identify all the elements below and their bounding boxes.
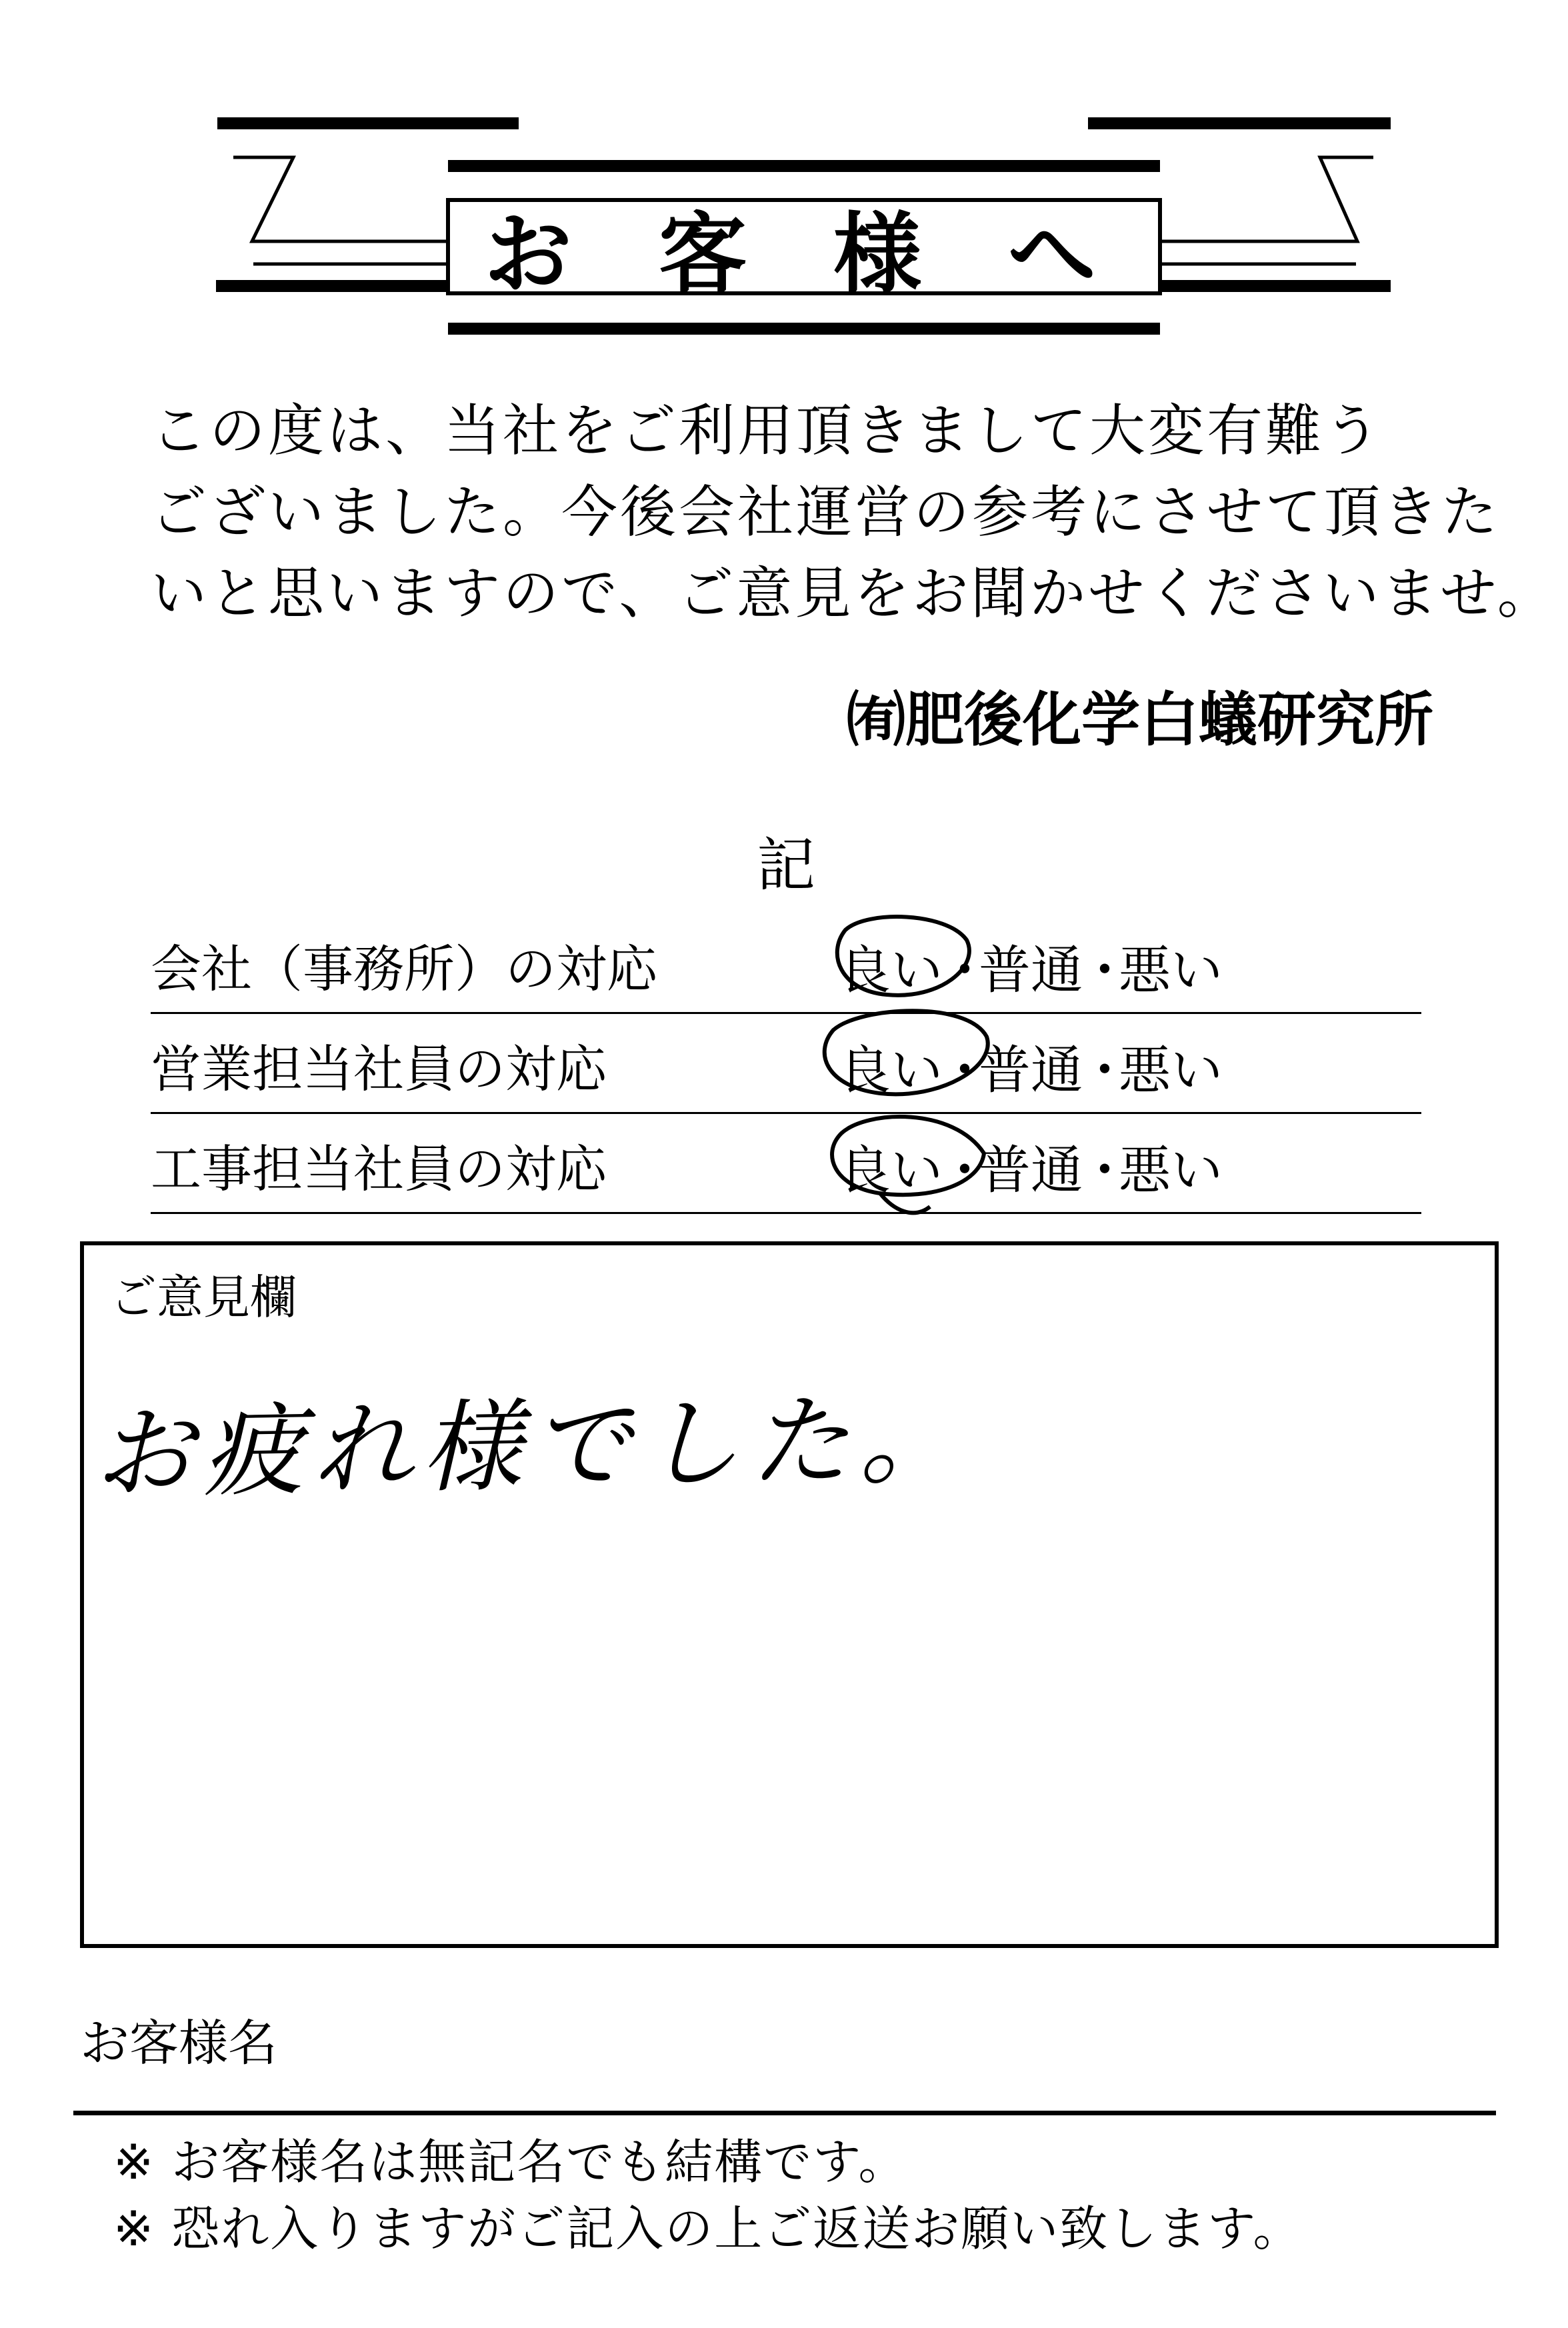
selection-circle (832, 1117, 991, 1213)
option-normal[interactable]: 普通 (979, 941, 1083, 1001)
customer-name-label: お客様名 (80, 2015, 277, 2072)
customer-name-line[interactable] (73, 2111, 1496, 2115)
selection-circle (837, 917, 969, 995)
option-normal[interactable]: 普通 (979, 1041, 1083, 1101)
rating-label-office: 会社（事務所）の対応 (151, 939, 657, 999)
separator: ・ (1079, 1141, 1131, 1201)
banner-title: お 客 様 へ (484, 203, 1124, 306)
opinion-label: ご意見欄 (110, 1270, 297, 1325)
option-good[interactable]: 良い (839, 1041, 943, 1101)
intro-line: この度は、当社をご利用頂きまして大変有難う (151, 398, 1383, 463)
separator: ・ (939, 941, 991, 1001)
separator: ・ (939, 1041, 991, 1101)
note-return: ※ 恐れ入りますがご記入の上ご返送お願い致します。 (113, 2201, 1303, 2257)
rating-label-construction: 工事担当社員の対応 (151, 1139, 607, 1199)
intro-line: ございました。今後会社運営の参考にさせて頂きた (151, 479, 1501, 545)
selection-circle (825, 1011, 988, 1094)
intro-line: いと思いますので、ご意見をお聞かせくださいませ。 (151, 561, 1556, 626)
option-bad[interactable]: 悪い (1119, 1041, 1223, 1101)
ki-heading: 記 (757, 831, 816, 899)
option-good[interactable]: 良い (839, 941, 943, 1001)
company-name: ㈲肥後化学白蟻研究所 (846, 685, 1433, 754)
handwritten-comment: お疲れ様でした。 (92, 1381, 969, 1513)
separator: ・ (1079, 941, 1131, 1001)
note-anonymous: ※ お客様名は無記名でも結構です。 (113, 2134, 908, 2190)
separator: ・ (1079, 1041, 1131, 1101)
rating-label-sales: 営業担当社員の対応 (151, 1039, 607, 1099)
separator: ・ (939, 1141, 991, 1201)
opinion-box[interactable] (80, 1241, 1499, 1948)
option-bad[interactable]: 悪い (1119, 941, 1223, 1001)
option-normal[interactable]: 普通 (979, 1141, 1083, 1201)
option-bad[interactable]: 悪い (1119, 1141, 1223, 1201)
option-good[interactable]: 良い (839, 1141, 943, 1201)
